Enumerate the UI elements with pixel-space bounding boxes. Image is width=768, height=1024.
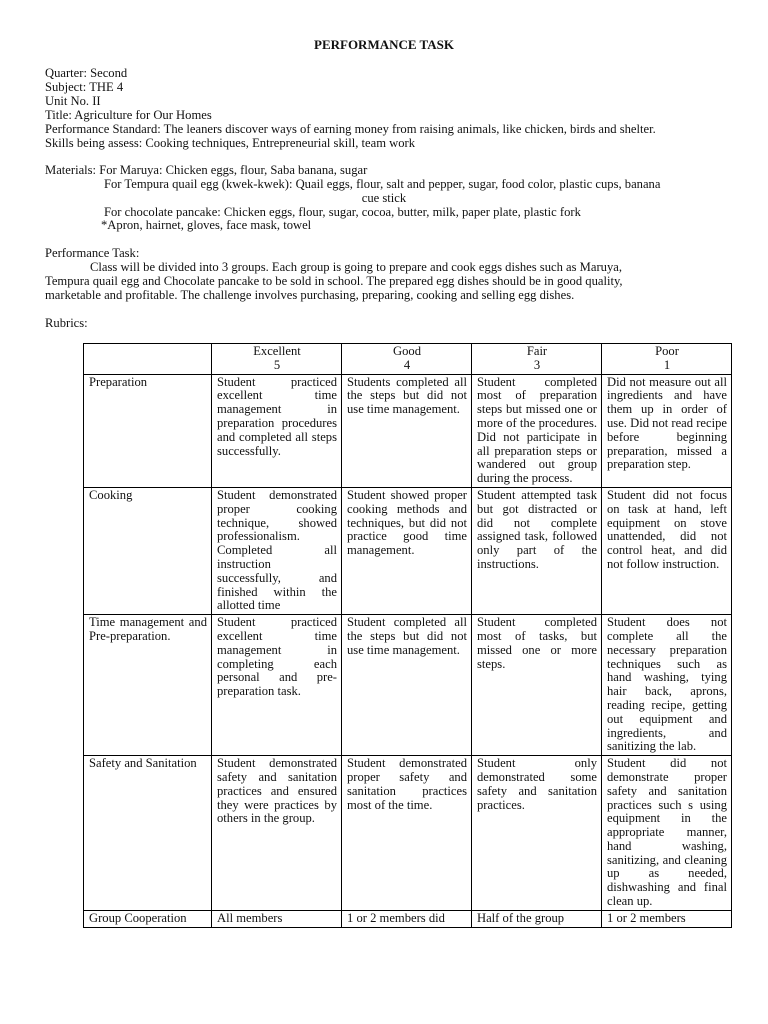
- criterion-preparation: Preparation: [84, 374, 212, 487]
- materials-tempura: For Tempura quail egg (kwek-kwek): Quail eggs, flour, salt and pepper, sugar, food color, plastic cups, banana: [104, 177, 661, 191]
- table-cell: Student practiced excellent time management in preparation procedures and completed all steps successfully.: [212, 374, 342, 487]
- materials-gear: *Apron, hairnet, gloves, face mask, towel: [101, 218, 312, 232]
- task-line-2: Tempura quail egg and Chocolate pancake to be sold in school. The prepared egg dishes should be in good quality,: [45, 274, 623, 288]
- materials-tempura-cont: cue stick: [361, 191, 407, 205]
- table-cell: Student demonstrated proper safety and sanitation practices most of the time.: [342, 756, 472, 911]
- table-row: [84, 910, 732, 927]
- table-cell: Student attempted task but got distracted or did not complete assigned task, followed only part of the instructions.: [472, 487, 602, 614]
- table-cell: Student completed all the steps but did not use time management.: [342, 615, 472, 756]
- header-fair: Fair 3: [472, 344, 602, 375]
- criterion-safety: Safety and Sanitation: [84, 756, 212, 911]
- table-cell: Student completed most of tasks, but missed one or more steps.: [472, 615, 602, 756]
- rubric-header-row: [84, 344, 732, 375]
- document-title: PERFORMANCE TASK: [314, 37, 454, 52]
- table-cell: 1 or 2 members: [602, 910, 732, 927]
- criterion-cooking: Cooking: [84, 487, 212, 614]
- table-cell: Student practiced excellent time management in completing each personal and pre-preparation task.: [212, 615, 342, 756]
- header-poor: Poor 1: [602, 344, 732, 375]
- table-row: [84, 756, 732, 911]
- table-cell: Student did not demonstrate proper safety and sanitation practices such s using equipment in the appropriate manner, hand washing, sanitizing, and cleaning up as needed, dishwashing and final clean up.: [602, 756, 732, 911]
- unit-line: Unit No. II: [45, 94, 101, 108]
- criterion-group-cooperation: Group Cooperation: [84, 910, 212, 927]
- task-line-1: Class will be divided into 3 groups. Each group is going to prepare and cook eggs dishes such as Maruya,: [90, 260, 622, 274]
- materials-pancake: For chocolate pancake: Chicken eggs, flour, sugar, cocoa, butter, milk, paper plate, plastic fork: [104, 205, 581, 219]
- task-heading: Performance Task:: [45, 246, 140, 260]
- table-cell: All members: [212, 910, 342, 927]
- table-cell: Student showed proper cooking methods and techniques, but did not practice good time management.: [342, 487, 472, 614]
- rubrics-label: Rubrics:: [45, 316, 88, 330]
- task-line-3: marketable and profitable. The challenge involves purchasing, preparing, cooking and selling egg dishes.: [45, 288, 575, 302]
- table-row: [84, 487, 732, 614]
- table-cell: Student demonstrated proper cooking technique, showed professionalism. Completed all instruction successfully, and finished within the allotted time: [212, 487, 342, 614]
- table-row: [84, 374, 732, 487]
- table-cell: Student does not complete all the necessary preparation techniques such as hand washing, tying hair back, aprons, reading recipe, getting out equipment and ingredients, and sanitizing the lab.: [602, 615, 732, 756]
- materials-maruya: Materials: For Maruya: Chicken eggs, flour, Saba banana, sugar: [45, 163, 368, 177]
- table-cell: Half of the group: [472, 910, 602, 927]
- table-cell: Did not measure out all ingredients and have them up in order of use. Did not read recipe before beginning preparation, missed a preparation step.: [602, 374, 732, 487]
- table-cell: Student did not focus on task at hand, left equipment on stove unattended, did not control heat, and did not follow instruction.: [602, 487, 732, 614]
- header-good: Good 4: [342, 344, 472, 375]
- table-cell: 1 or 2 members did: [342, 910, 472, 927]
- quarter-line: Quarter: Second: [45, 66, 128, 80]
- table-cell: Student only demonstrated some safety and sanitation practices.: [472, 756, 602, 911]
- rubric-table: [83, 343, 732, 928]
- skills-line: Skills being assess: Cooking techniques, Entrepreneurial skill, team work: [45, 136, 416, 150]
- table-row: [84, 615, 732, 756]
- table-cell: Student completed most of preparation steps but missed one or more of the procedures. Did not participate in all preparation steps or wandered out group during the process.: [472, 374, 602, 487]
- title-line: Title: Agriculture for Our Homes: [45, 108, 212, 122]
- performance-standard-line: Performance Standard: The leaners discover ways of earning money from raising animals, like chicken, birds and shelter.: [45, 122, 656, 136]
- table-cell: Students completed all the steps but did not use time management.: [342, 374, 472, 487]
- criterion-time-management: Time management and Pre-preparation.: [84, 615, 212, 756]
- header-excellent: Excellent 5: [212, 344, 342, 375]
- subject-line: Subject: THE 4: [45, 80, 124, 94]
- header-empty: [84, 344, 212, 375]
- table-cell: Student demonstrated safety and sanitation practices and ensured they were practices by others in the group.: [212, 756, 342, 911]
